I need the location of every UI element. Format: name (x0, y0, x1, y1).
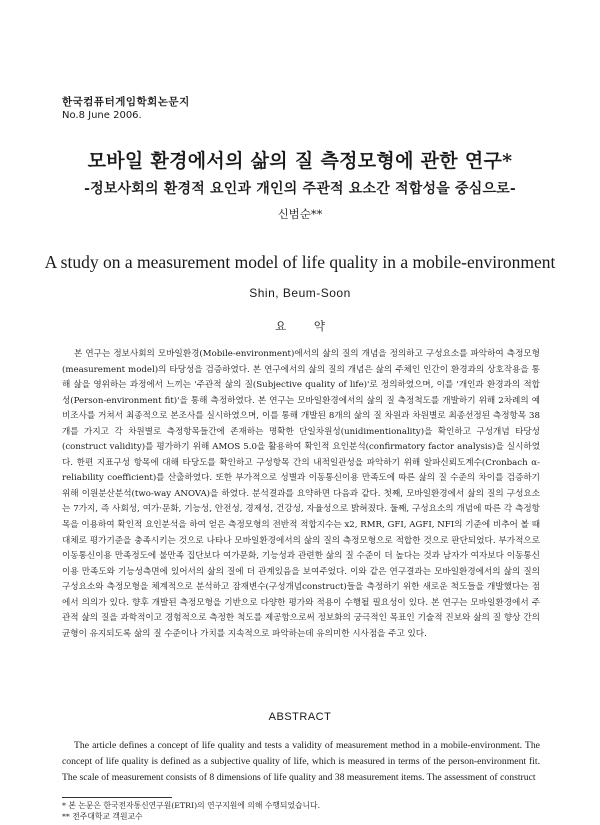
korean-abstract-body: 본 연구는 정보사회의 모바일환경(Mobile-environment)에서의 삶의 질의 개념을 정의하고 구성요소를 파악하여 측정모형(measurement model)의 타당성을 검증하였다. 본 연구에서의 삶의 질의 개념은 삶의 주체인 인간이 환경과의 상호작용을 통해 삶을 영위하는 과정에서 느끼는 '주관적 삶의 질(Subjective quality of life)'로 정의하였으며, 이를 '개인과 환경과의 적합성(Person-environment fit)'을 통해 측정하였다. 본 연구는 모바일환경에서의 삶의 질 측정척도를 개발하기 위해 2차례의 예비조사를 거쳐서 최종적으로 본조사를 실시하였으며, 이를 통해 개발된 8개의 삶의 질 차원과 차원별로 최종선정된 측정항목 38개를 가지고 각 차원별로 측정항목들간에 존재하는 명확한 단일차원성(unidimentionality)을 확인하고 구성개념 타당성(construct validity)를 평가하기 위해 AMOS 5.0을 활용하여 확인적 요인분석(confirmatory factor analysis)을 실시하였다. 한편 지표구성 항목에 대해 타당도를 확인하고 구성항목 간의 내적일관성을 파악하기 위해 알파신뢰도계수(Cronbach α-reliability coefficient)를 산출하였다. 또한 부가적으로 성별과 이동통신이용 만족도에 따른 삶의 질 수준의 차이를 검증하기 위해 이원분산분석(two-way ANOVA)을 하였다. 분석결과를 요약하면 다음과 같다. 첫째, 모바일환경에서 삶의 질의 구성요소는 7가지, 즉 사회성, 여가·문화, 기능성, 안전성, 경제성, 건강성, 자율성으로 밝혀졌다. 둘째, 구성요소의 개념에 따른 각 측정항목을 이용하여 확인적 요인분석을 하여 얻은 측정모형의 전반적 적합지수는 x2, RMR, GFI, AGFI, NFI의 기준에 비추어 볼 때 대체로 평가기준을 충족시키는 것으로 나타나 모바일환경에서의 삶의 질의 측정모형으로 적합한 것으로 판단되었다. 부가적으로 이동통신이용 만족정도에 불만족 집단보다 여가문화, 기능성과 관련한 삶의 질 수준이 더 높다는 것과 남자가 여자보다 이동통신이용 만족도와 기능성측면에 있어서의 삶의 질에 더 관계있음을 보여주었다. 이와 같은 연구결과는 모바일환경에서의 삶의 질의 구성요소와 측정모형을 체계적으로 분석하고 잠재변수(구성개념construct)들을 측정하기 위한 새로운 척도들을 개발했다는 점에서 의의가 있다. 향후 개발된 측정모형을 기반으로 다양한 평가와 적용이 수행될 필요성이 있다. 본 연구는 모바일환경에서 주관적 삶의 질을 과학적이고 경험적으로 측정한 척도를 제공함으로써 정보화의 궁극적인 목표인 기술적 진보와 삶의 질 향상 간의 균형이 유지되도록 삶의 질 수준이나 가치를 지속적으로 파악하는데 유의미한 시사점을 주고 있다. (62, 349, 540, 639)
footnote-funding: * 본 논문은 한국전자통신연구원(ETRI)의 연구지원에 의해 수행되었습니다. (62, 801, 321, 810)
korean-title: 모바일 환경에서의 삶의 질 측정모형에 관한 연구* (87, 150, 513, 172)
english-title: A study on a measurement model of life quality in a mobile-environment (44, 252, 556, 272)
english-abstract-heading: ABSTRACT (268, 711, 332, 723)
korean-abstract-heading: 요 약 (275, 319, 337, 333)
footnote-divider (62, 797, 172, 798)
korean-subtitle: -정보사회의 환경적 요인과 개인의 주관적 요소간 적합성을 중심으로- (84, 181, 516, 197)
journal-issue: No.8 June 2006. (62, 110, 142, 121)
footnotes (62, 800, 320, 822)
korean-author: 신범순** (277, 207, 323, 221)
footnote-affiliation: ** 전주대학교 객원교수 (62, 812, 143, 821)
english-author: Shin, Beum-Soon (249, 286, 351, 300)
english-abstract-body: The article defines a concept of life quality and tests a validity of measurement method in a mobile-environment. The concept of life quality is defined as a subjective quality of life, which is measured in terms of the person-environment fit. The scale of measurement consists of 8 dimensions of life quality and 38 measurement items. The assessment of construct (62, 740, 540, 783)
journal-name: 한국컴퓨터게임학회논문지 (62, 96, 190, 108)
english-abstract (62, 738, 540, 786)
journal-header (62, 95, 190, 122)
korean-abstract (62, 347, 540, 642)
